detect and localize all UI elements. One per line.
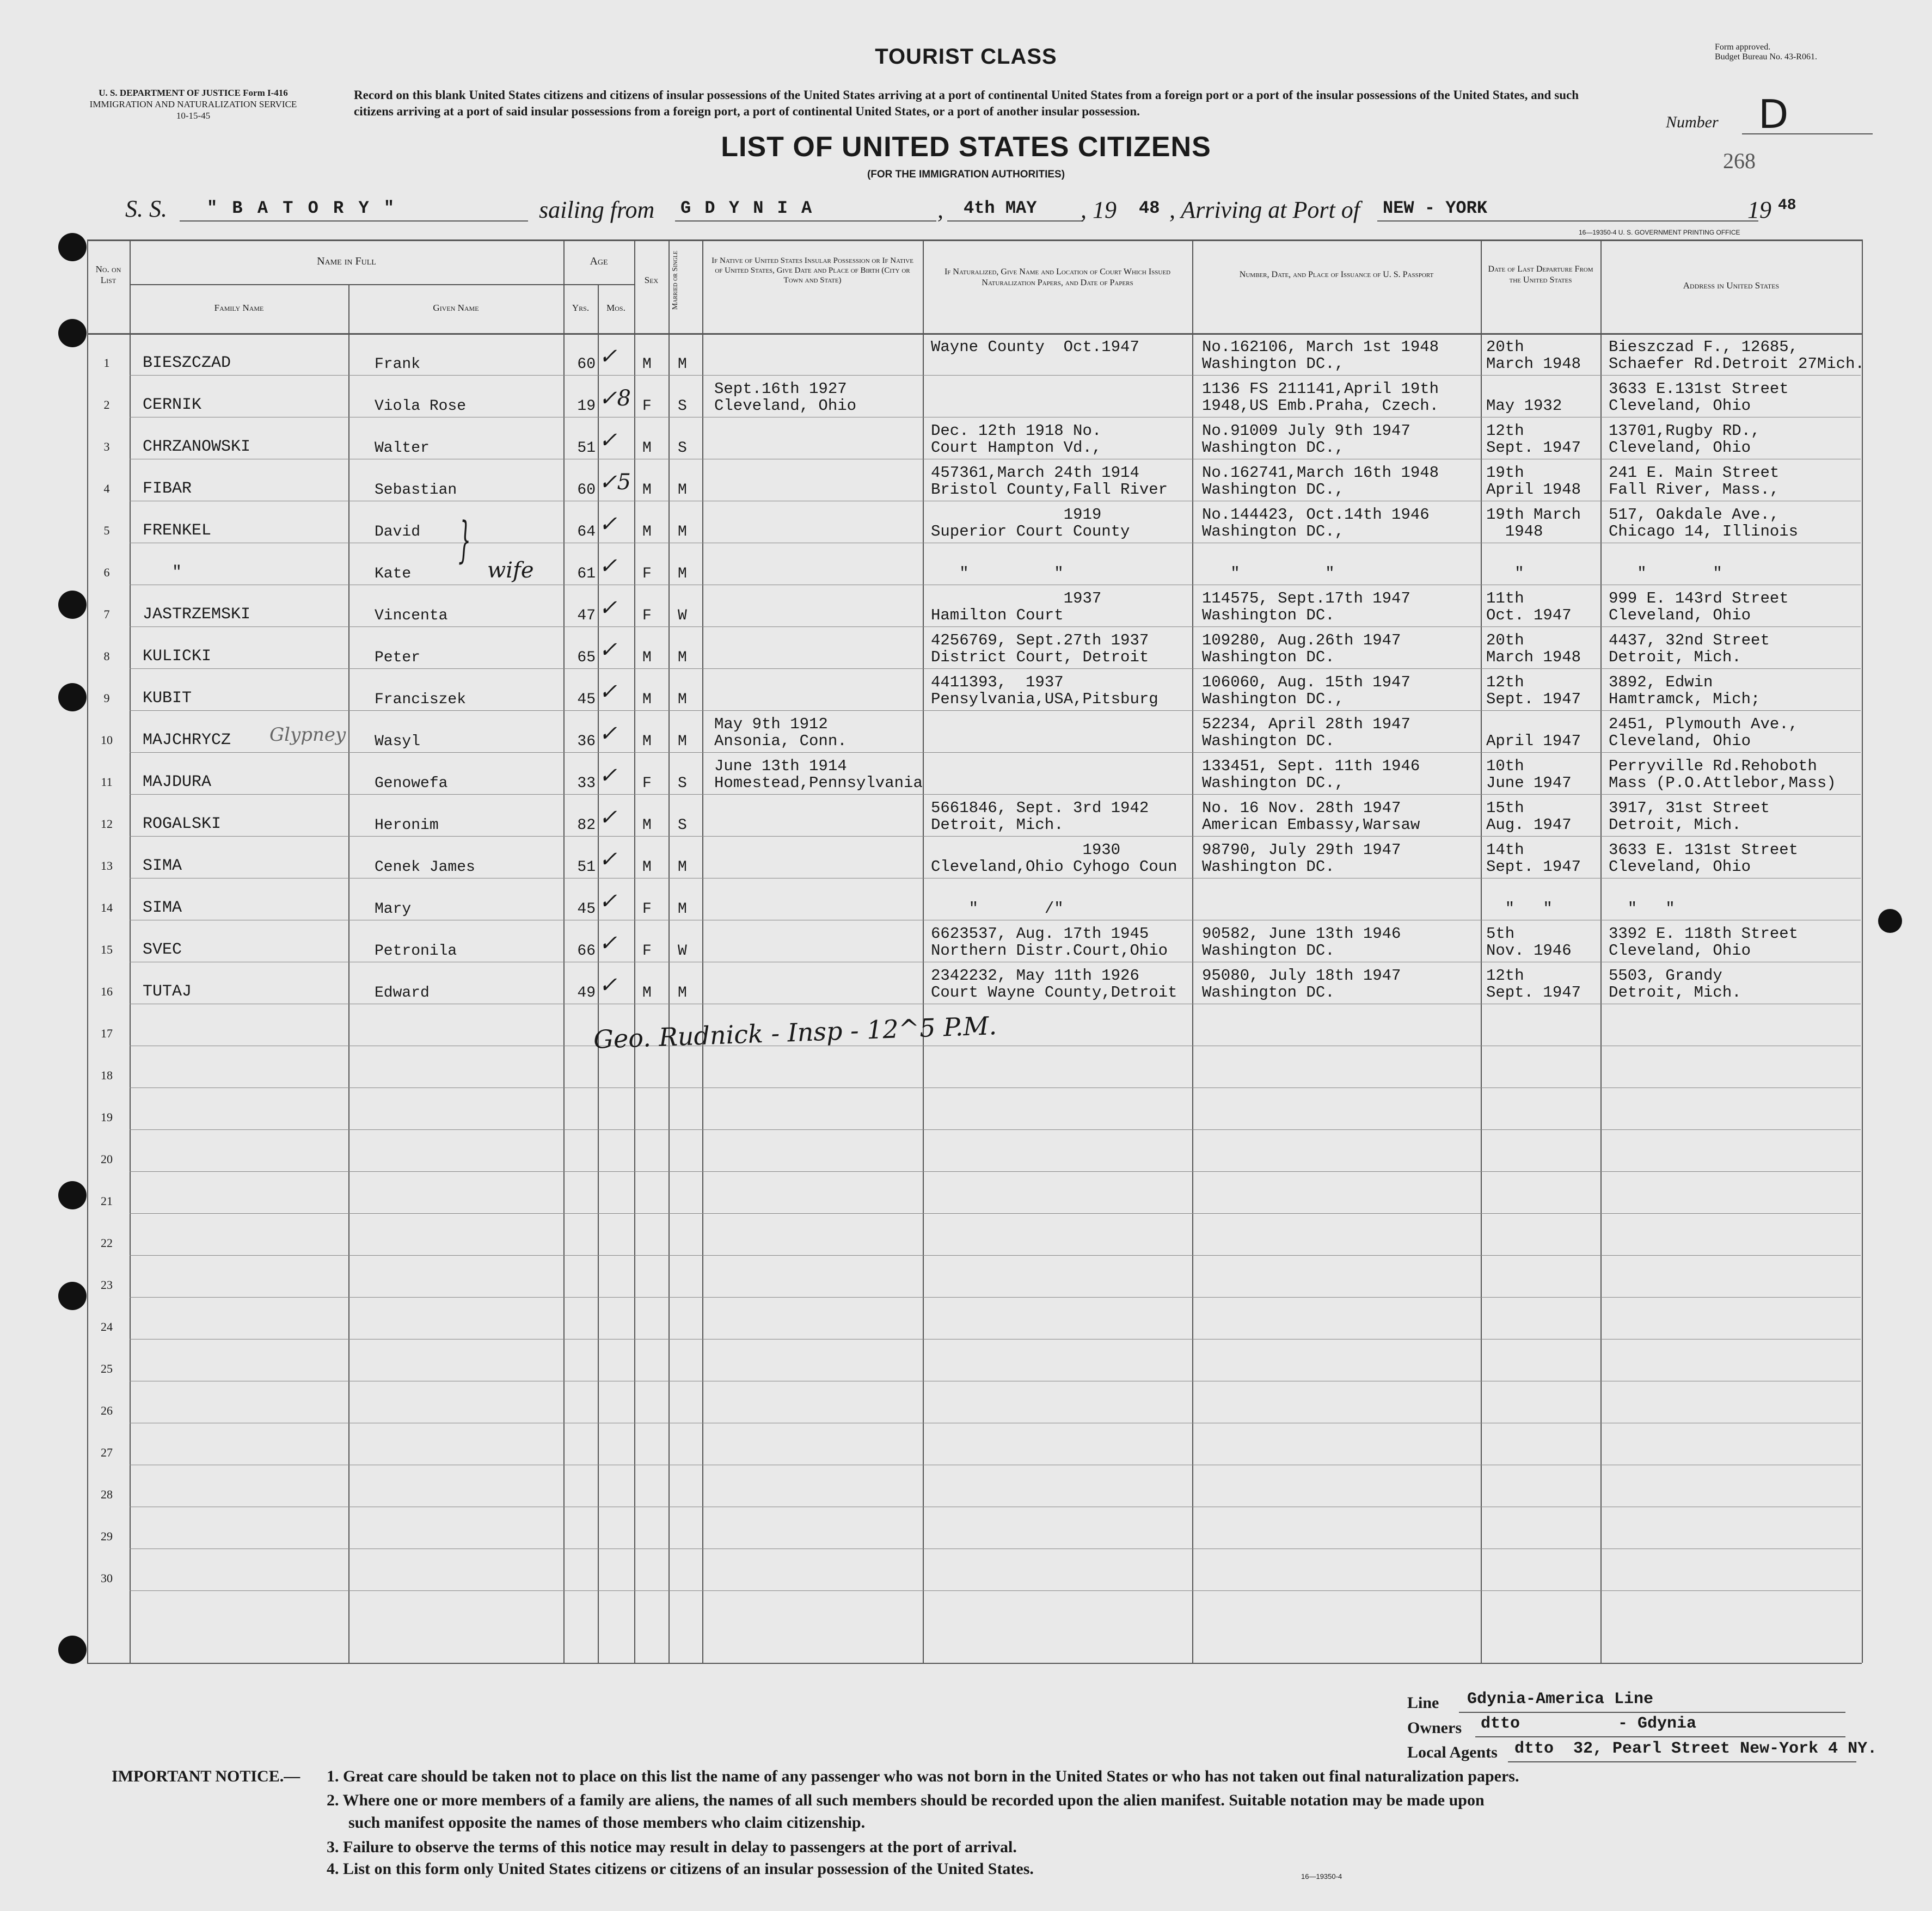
agents-value: dtto 32, Pearl Street New-York 4 NY.	[1514, 1740, 1878, 1758]
binder-hole	[58, 1636, 87, 1664]
sex: M	[642, 859, 652, 876]
marital-status: M	[678, 356, 687, 373]
family-name: MAJCHRYCZ	[143, 731, 231, 749]
last-departure: "	[1514, 564, 1524, 582]
year-label: , 19	[1081, 196, 1117, 223]
given-name: Peter	[375, 649, 421, 666]
passport-info: 1136 FS 211141,April 19th 1948,US Emb.Praha, Czech.	[1202, 380, 1439, 415]
wife-note: wife	[487, 558, 534, 583]
marital-status: M	[678, 733, 687, 750]
sex: M	[642, 482, 652, 499]
us-address: 5503, Grandy Detroit, Mich.	[1609, 967, 1741, 1001]
family-name: FRENKEL	[143, 521, 212, 540]
age-years: 66	[577, 943, 596, 960]
given-name: David	[375, 524, 421, 540]
col-last-departure: Date of Last Departure From the United States	[1488, 265, 1593, 285]
age-months: ✓	[599, 763, 617, 788]
marital-status: S	[678, 440, 687, 457]
marital-status: M	[678, 566, 687, 582]
row-number: 1	[103, 356, 110, 370]
row-number: 26	[101, 1404, 113, 1417]
naturalization-info: 5661846, Sept. 3rd 1942 Detroit, Mich.	[931, 799, 1149, 834]
row-number: 19	[101, 1110, 113, 1124]
passport-info: 133451, Sept. 11th 1946 Washington DC.,	[1202, 757, 1420, 792]
naturalization-info: 4256769, Sept.27th 1937 District Court, Detroit	[931, 631, 1149, 666]
age-years: 64	[577, 524, 596, 540]
family-name: JASTRZEMSKI	[143, 605, 251, 624]
family-name: KULICKI	[143, 647, 212, 666]
row-number: 20	[101, 1152, 113, 1166]
row-separator	[130, 626, 1861, 627]
given-name: Frank	[375, 356, 421, 373]
family-name: CERNIK	[143, 396, 202, 414]
age-years: 19	[577, 398, 596, 415]
age-months: ✓	[599, 554, 617, 579]
sex: M	[642, 985, 652, 1001]
family-name: ROGALSKI	[143, 815, 222, 833]
form-approved	[1715, 42, 1817, 62]
port-underline	[1377, 220, 1758, 222]
age-months: ✓	[599, 805, 617, 830]
marital-status: M	[678, 691, 687, 708]
sex: M	[642, 649, 652, 666]
last-departure: April 1947	[1486, 732, 1581, 750]
notice-title: IMPORTANT NOTICE.—	[112, 1767, 300, 1785]
passport-info: No.91009 July 9th 1947 Washington DC.,	[1202, 422, 1410, 457]
row-separator	[130, 375, 1861, 376]
age-months: ✓8	[599, 386, 631, 411]
brace-mark: }	[458, 512, 471, 569]
arriving-label: , Arriving at Port of	[1169, 196, 1360, 223]
family-name: SIMA	[143, 857, 182, 875]
printing-office: 16—19350-4 U. S. GOVERNMENT PRINTING OFFICE	[1579, 229, 1740, 236]
sailing-underline	[675, 220, 936, 222]
age-years: 60	[577, 356, 596, 373]
marital-status: M	[678, 649, 687, 666]
row-number: 24	[101, 1320, 113, 1334]
age-months: ✓	[599, 889, 617, 914]
col-sex: Sex	[644, 275, 659, 285]
us-address: Bieszczad F., 12685, Schaefer Rd.Detroit 27Mich.	[1609, 338, 1864, 373]
row-separator	[130, 1213, 1861, 1214]
binder-hole	[58, 683, 87, 711]
age-years: 51	[577, 440, 596, 457]
row-number: 30	[101, 1571, 113, 1585]
us-address: 517, Oakdale Ave., Chicago 14, Illinois	[1609, 506, 1799, 540]
marital-status: S	[678, 398, 687, 415]
passport-info: 106060, Aug. 15th 1947 Washington DC.,	[1202, 673, 1410, 708]
row-number: 6	[103, 566, 110, 579]
notice-2: 2. Where one or more members of a family are aliens, the names of all such members should be recorded upon the alien manifest. Suitable notation may be made upon	[327, 1791, 1485, 1809]
row-number: 9	[103, 691, 110, 705]
family-name: BIESZCZAD	[143, 354, 231, 372]
family-name: SIMA	[143, 899, 182, 917]
arrival-year: 48	[1778, 197, 1796, 214]
sailing-year: 48	[1139, 198, 1160, 218]
row-number: 3	[103, 440, 110, 453]
given-name: Heronim	[375, 817, 439, 834]
notice-3: 3. Failure to observe the terms of this notice may result in delay to passengers at the port of arrival.	[327, 1838, 1017, 1856]
sex: F	[642, 901, 652, 918]
row-number: 2	[103, 398, 110, 411]
sex: M	[642, 524, 652, 540]
age-years: 33	[577, 775, 596, 792]
passport-info: " "	[1230, 564, 1335, 582]
list-subtitle: (FOR THE IMMIGRATION AUTHORITIES)	[867, 169, 1065, 180]
marital-status: M	[678, 985, 687, 1001]
age-years: 45	[577, 901, 596, 918]
row-number: 13	[101, 859, 113, 872]
last-departure: 12th Sept. 1947	[1486, 967, 1581, 1001]
binder-hole	[58, 233, 87, 261]
family-name: MAJDURA	[143, 773, 212, 791]
birth-info: Sept.16th 1927 Cleveland, Ohio	[714, 380, 857, 415]
age-months: ✓	[599, 847, 617, 872]
marital-status: S	[678, 775, 687, 792]
col-passport: Number, Date, and Place of Issuance of U. S. Passport	[1239, 270, 1434, 279]
naturalization-info: " "	[959, 564, 1064, 582]
given-name: Petronila	[375, 943, 457, 960]
date-underline	[947, 220, 1083, 222]
row-number: 17	[101, 1027, 113, 1040]
sex: M	[642, 691, 652, 708]
row-number: 16	[101, 985, 113, 998]
table-top	[87, 239, 1862, 241]
owners-label: Owners	[1407, 1719, 1462, 1737]
inspector-signature: Geo. Rudnick - Insp - 12^5 P.M.	[593, 1011, 997, 1054]
marital-status: S	[678, 817, 687, 834]
age-months: ✓	[599, 512, 617, 537]
last-departure: 15th Aug. 1947	[1486, 799, 1572, 834]
marital-status: W	[678, 607, 687, 624]
passport-info: 95080, July 18th 1947 Washington DC.	[1202, 967, 1401, 1001]
sex: F	[642, 398, 652, 415]
last-departure: 19th March 1948	[1486, 506, 1581, 540]
naturalization-info: 4411393, 1937 Pensylvania,USA,Pitsburg	[931, 673, 1158, 708]
arriving-port: NEW - YORK	[1383, 198, 1488, 218]
given-name: Cenek James	[375, 859, 475, 876]
col-age: Age	[590, 255, 608, 267]
row-number: 14	[101, 901, 113, 914]
binder-hole	[58, 1181, 87, 1209]
agency-name: IMMIGRATION AND NATURALIZATION SERVICE	[89, 99, 297, 109]
row-number: 28	[101, 1488, 113, 1501]
age-years: 65	[577, 649, 596, 666]
table-bottom	[87, 1663, 1862, 1664]
agency-block	[76, 87, 310, 121]
passport-info: 90582, June 13th 1946 Washington DC.	[1202, 925, 1401, 960]
marital-status: M	[678, 859, 687, 876]
family-name: "	[143, 563, 182, 582]
class-title: TOURIST CLASS	[875, 45, 1057, 69]
family-name: SVEC	[143, 941, 182, 959]
age-years: 49	[577, 985, 596, 1001]
row-separator	[130, 1129, 1861, 1130]
row-number: 15	[101, 943, 113, 956]
birth-info: June 13th 1914 Homestead,Pennsylvania	[714, 757, 923, 792]
last-departure: May 1932	[1486, 397, 1562, 415]
binder-hole	[58, 1282, 87, 1310]
passport-info: 52234, April 28th 1947 Washington DC.	[1202, 715, 1410, 750]
passport-info: No.162741,March 16th 1948 Washington DC.,	[1202, 464, 1439, 499]
sailing-date: 4th MAY	[964, 198, 1037, 218]
family-name: KUBIT	[143, 689, 192, 708]
age-years: 61	[577, 566, 596, 582]
binder-hole	[58, 319, 87, 347]
passport-info: 98790, July 29th 1947 Washington DC.	[1202, 841, 1401, 876]
age-months: ✓	[599, 679, 617, 704]
passport-info: No. 16 Nov. 28th 1947 American Embassy,Warsaw	[1202, 799, 1420, 834]
given-name: Viola Rose	[375, 398, 467, 415]
row-separator	[130, 1297, 1861, 1298]
passport-info: No.162106, March 1st 1948 Washington DC.,	[1202, 338, 1439, 373]
naturalization-info: 1930 Cleveland,Ohio Cyhogo Coun	[931, 841, 1177, 876]
us-address: 2451, Plymouth Ave., Cleveland, Ohio	[1609, 715, 1799, 750]
age-years: 82	[577, 817, 596, 834]
naturalization-info: 2342232, May 11th 1926 Court Wayne County,Detroit	[931, 967, 1177, 1001]
given-name: Mary	[375, 901, 412, 918]
passport-info: 114575, Sept.17th 1947 Washington DC.	[1202, 589, 1410, 624]
age-subheader-line	[563, 284, 634, 285]
age-years: 36	[577, 733, 596, 750]
age-months: ✓	[599, 931, 617, 956]
row-number: 8	[103, 649, 110, 663]
us-address: 4437, 32nd Street Detroit, Mich.	[1609, 631, 1770, 666]
given-name: Franciszek	[375, 691, 467, 708]
col-native-birth: If Native of United States Insular Possession or If Native of United States, Give Date and Place of Birth (City or Town and State)	[712, 256, 913, 285]
col-name-in-full: Name in Full	[317, 255, 376, 267]
passport-info: No.144423, Oct.14th 1946 Washington DC.,	[1202, 506, 1430, 540]
naturalization-info: " /"	[968, 900, 1064, 918]
col-given-name: Given Name	[433, 303, 479, 313]
age-years: 51	[577, 859, 596, 876]
arrival-year-label: 19	[1747, 196, 1771, 223]
row-number: 11	[101, 775, 113, 789]
row-number: 21	[101, 1194, 113, 1208]
ship-name: " B A T O R Y "	[207, 198, 397, 218]
last-departure: " "	[1505, 900, 1553, 918]
number-label: Number	[1666, 113, 1719, 131]
last-departure: 20th March 1948	[1486, 631, 1581, 666]
naturalization-info: Wayne County Oct.1947	[931, 338, 1139, 356]
row-number: 22	[101, 1236, 113, 1250]
marital-status: W	[678, 943, 687, 960]
last-departure: 10th June 1947	[1486, 757, 1572, 792]
us-address: " "	[1637, 564, 1722, 582]
form-date: 10-15-45	[176, 110, 211, 121]
list-title: LIST OF UNITED STATES CITIZENS	[721, 131, 1211, 163]
notice-2-continued: such manifest opposite the names of those members who claim citizenship.	[348, 1814, 866, 1832]
sex: F	[642, 775, 652, 792]
majchrycz-note: Glypney	[269, 724, 346, 746]
us-address: Perryville Rd.Rehoboth Mass (P.O.Attlebor,Mass)	[1609, 757, 1836, 792]
last-departure: 12th Sept. 1947	[1486, 673, 1581, 708]
row-number: 7	[103, 607, 110, 621]
us-address: " "	[1627, 900, 1675, 918]
last-departure: 11th Oct. 1947	[1486, 589, 1572, 624]
marital-status: M	[678, 901, 687, 918]
given-name: Wasyl	[375, 733, 421, 750]
age-months: ✓5	[599, 470, 631, 495]
ship-underline	[180, 220, 528, 222]
us-address: 999 E. 143rd Street Cleveland, Ohio	[1609, 589, 1789, 624]
line-value: Gdynia-America Line	[1467, 1690, 1654, 1709]
us-address: 3392 E. 118th Street Cleveland, Ohio	[1609, 925, 1799, 960]
given-name: Kate	[375, 566, 412, 582]
col-married-single: Married or Single	[671, 250, 679, 310]
naturalization-info: 6623537, Aug. 17th 1945 Northern Distr.Court,Ohio	[931, 925, 1168, 960]
row-separator	[130, 1255, 1861, 1256]
col-yrs: Yrs.	[572, 303, 590, 313]
binder-hole	[58, 591, 87, 619]
col-family-name: Family Name	[214, 303, 264, 313]
age-months: ✓	[599, 637, 617, 662]
us-address: 3633 E.131st Street Cleveland, Ohio	[1609, 380, 1789, 415]
sex: F	[642, 566, 652, 582]
sex: M	[642, 817, 652, 834]
sex: M	[642, 440, 652, 457]
last-departure: 19th April 1948	[1486, 464, 1581, 499]
last-departure: 5th Nov. 1946	[1486, 925, 1572, 960]
sailing-label: sailing from	[539, 196, 655, 223]
age-months: ✓	[599, 428, 617, 453]
row-separator	[130, 794, 1861, 795]
sex: M	[642, 356, 652, 373]
family-name: TUTAJ	[143, 982, 192, 1001]
row-number: 27	[101, 1446, 113, 1459]
age-months: ✓	[599, 595, 617, 620]
row-number: 5	[103, 524, 110, 537]
row-number: 23	[101, 1278, 113, 1292]
sex: M	[642, 733, 652, 750]
name-subheader-line	[130, 284, 620, 285]
age-months: ✓	[599, 721, 617, 746]
birth-info: May 9th 1912 Ansonia, Conn.	[714, 715, 847, 750]
form-code: 16—19350-4	[1301, 1872, 1342, 1881]
family-name: FIBAR	[143, 480, 192, 498]
row-separator	[130, 836, 1861, 837]
last-departure: 20th March 1948	[1486, 338, 1581, 373]
header-bottom	[87, 333, 1862, 335]
binder-hole	[1878, 909, 1902, 933]
given-name: Sebastian	[375, 482, 457, 499]
us-address: 241 E. Main Street Fall River, Mass.,	[1609, 464, 1780, 499]
col-no-on-list: No. on List	[95, 264, 121, 285]
row-number: 12	[101, 817, 113, 831]
age-months: ✓	[599, 344, 617, 369]
col-naturalized: If Naturalized, Give Name and Location of Court Which Issued Naturalization Papers, and Date of Papers	[944, 267, 1171, 287]
owners-value: dtto - Gdynia	[1481, 1715, 1697, 1733]
naturalization-info: 1919 Superior Court County	[931, 506, 1130, 540]
ship-label: S. S.	[125, 195, 167, 222]
intro-text: Record on this blank United States citizens and citizens of insular possessions of the United States arriving at a port of continental United States from a foreign port or a port of the insular possessions of the United States, and such citizens arriving at a port of said insular possessions from a foreign port, a port of continental United States, or a port of another insular possession.	[354, 88, 1579, 118]
form-approved-label: Form approved.	[1715, 42, 1771, 52]
col-address: Address in United States	[1683, 280, 1780, 291]
family-name: CHRZANOWSKI	[143, 438, 251, 456]
passport-info: 109280, Aug.26th 1947 Washington DC.	[1202, 631, 1401, 666]
given-name: Genowefa	[375, 775, 448, 792]
col-mos: Mos.	[606, 303, 625, 313]
sex: F	[642, 943, 652, 960]
row-separator	[130, 1087, 1861, 1088]
naturalization-info: 457361,March 24th 1914 Bristol County,Fall River	[931, 464, 1168, 499]
us-address: 3633 E. 131st Street Cleveland, Ohio	[1609, 841, 1799, 876]
row-number: 4	[103, 482, 110, 495]
number-value: D	[1758, 91, 1789, 137]
naturalization-info: Dec. 12th 1918 No. Court Hampton Vd.,	[931, 422, 1102, 457]
sailing-from: G D Y N I A	[680, 198, 814, 218]
page-number: 268	[1723, 149, 1756, 173]
row-number: 18	[101, 1068, 113, 1082]
age-years: 47	[577, 607, 596, 624]
row-separator	[130, 710, 1861, 711]
agents-label: Local Agents	[1407, 1743, 1498, 1761]
age-years: 60	[577, 482, 596, 499]
budget-bureau: Budget Bureau No. 43-R061.	[1715, 52, 1817, 62]
notice-4: 4. List on this form only United States citizens or citizens of an insular possession of the United States.	[327, 1860, 1034, 1878]
age-months: ✓	[599, 973, 617, 998]
given-name: Edward	[375, 985, 430, 1001]
row-number: 29	[101, 1529, 113, 1543]
marital-status: M	[678, 524, 687, 540]
marital-status: M	[678, 482, 687, 499]
row-separator	[130, 752, 1861, 753]
us-address: 3892, Edwin Hamtramck, Mich;	[1609, 673, 1761, 708]
row-separator	[130, 1590, 1861, 1591]
us-address: 3917, 31st Street Detroit, Mich.	[1609, 799, 1770, 834]
sex: F	[642, 607, 652, 624]
row-number: 25	[101, 1362, 113, 1375]
row-number: 10	[101, 733, 113, 747]
notice-1: 1. Great care should be taken not to place on this list the name of any passenger who was not born in the United States or who has not taken out final naturalization papers.	[327, 1767, 1519, 1785]
last-departure: 14th Sept. 1947	[1486, 841, 1581, 876]
line-label: Line	[1407, 1694, 1439, 1712]
us-address: 13701,Rugby RD., Cleveland, Ohio	[1609, 422, 1761, 457]
age-years: 45	[577, 691, 596, 708]
row-separator	[130, 1171, 1861, 1172]
naturalization-info: 1937 Hamilton Court	[931, 589, 1102, 624]
given-name: Walter	[375, 440, 430, 457]
row-separator	[130, 668, 1861, 669]
form-id: U. S. DEPARTMENT OF JUSTICE Form I-416	[99, 88, 288, 98]
given-name: Vincenta	[375, 607, 448, 624]
last-departure: 12th Sept. 1947	[1486, 422, 1581, 457]
